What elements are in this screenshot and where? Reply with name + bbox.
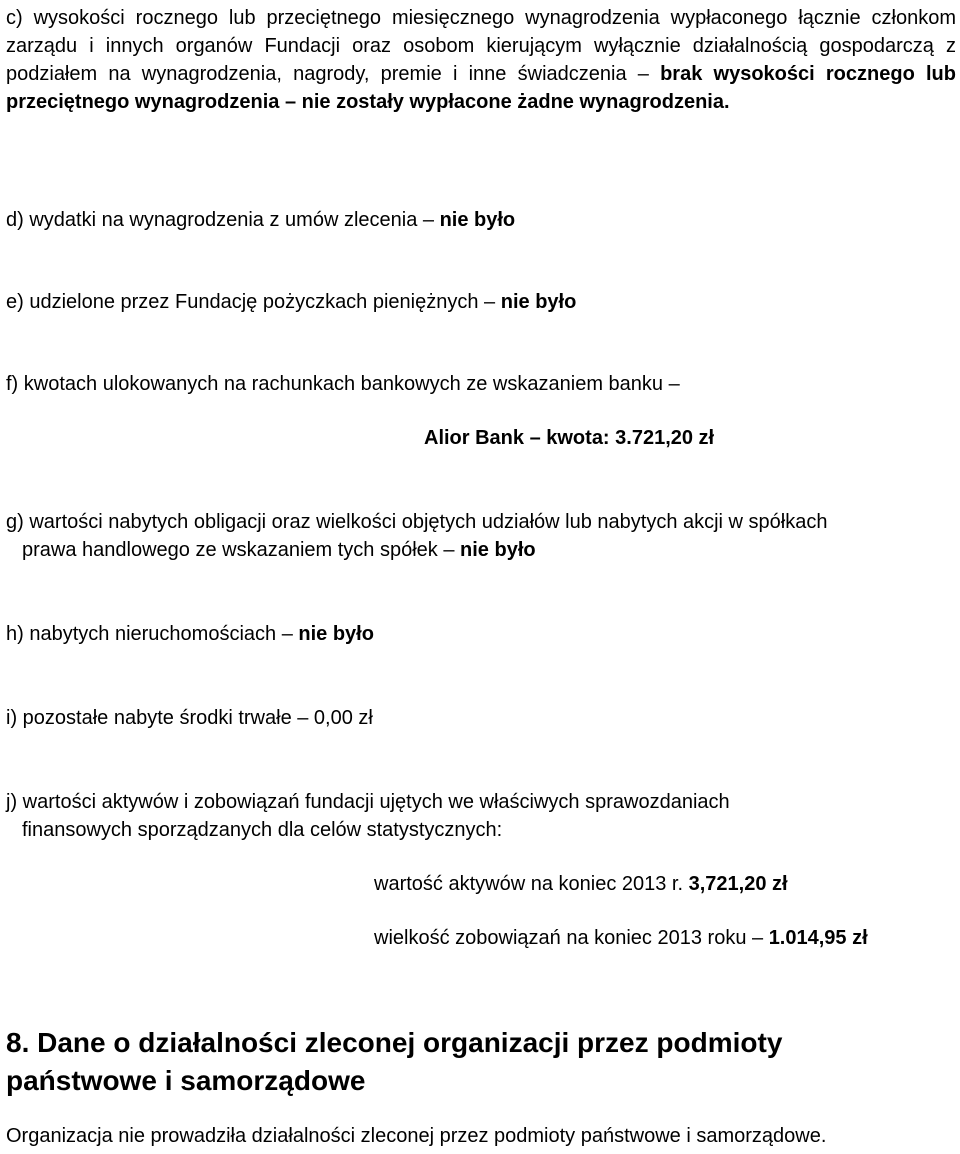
paragraph-f-answer: Alior Bank – kwota: 3.721,20 zł (424, 427, 715, 449)
paragraph-j-line2: finansowych sporządzanych dla celów statystycznych: (22, 819, 503, 841)
section-8-body (6, 1122, 826, 1150)
paragraph-h-text: h) nabytych nieruchomościach – (6, 623, 293, 645)
assets-line (374, 870, 788, 898)
paragraph-d-answer: nie było (439, 209, 516, 231)
liabilities-line (374, 924, 868, 952)
liabilities-label: wielkość zobowiązań na koniec 2013 roku – (374, 927, 764, 949)
paragraph-i-text: i) pozostałe nabyte środki trwałe – 0,00 zł (6, 707, 373, 729)
paragraph-i (6, 704, 373, 732)
paragraph-g (6, 508, 828, 564)
paragraph-e-answer: nie było (500, 291, 577, 313)
paragraph-e-text: e) udzielone przez Fundację pożyczkach pieniężnych – (6, 291, 496, 313)
paragraph-f (6, 370, 680, 398)
paragraph-c (6, 4, 956, 116)
paragraph-d-text: d) wydatki na wynagrodzenia z umów zlecenia – (6, 209, 434, 231)
paragraph-g-line2: prawa handlowego ze wskazaniem tych spółek – (22, 539, 455, 561)
paragraph-h (6, 620, 374, 648)
paragraph-c-answer: brak wysokości rocznego lub przeciętnego wynagrodzenia – nie zostały wypłacone żadne wynagrodzenia. (6, 63, 956, 113)
section-8-heading-line2: państwowe i samorządowe (6, 1065, 366, 1096)
section-8-body-text: Organizacja nie prowadziła działalności zleconej przez podmioty państwowe i samorządowe. (6, 1125, 827, 1147)
section-8-heading-line1: 8. Dane o działalności zleconej organizacji przez podmioty (6, 1027, 783, 1058)
paragraph-e (6, 288, 576, 316)
liabilities-value: 1.014,95 zł (768, 927, 868, 949)
paragraph-j (6, 788, 730, 844)
paragraph-h-answer: nie było (298, 623, 374, 645)
paragraph-j-line1: j) wartości aktywów i zobowiązań fundacji ujętych we właściwych sprawozdaniach (6, 791, 730, 813)
paragraph-c-text: c) wysokości rocznego lub przeciętnego miesięcznego wynagrodzenia wypłaconego łącznie członkom zarządu i innych organów Fundacji oraz osobom kierującym wyłącznie działalnością gospodarczą z podziałem na wynagrodzenia, nagrody, premie i inne świadczenia – (6, 7, 956, 85)
assets-value: 3,721,20 zł (688, 873, 788, 895)
section-8-heading (6, 1024, 946, 1100)
paragraph-f-answer-line (424, 424, 714, 452)
paragraph-g-line1: g) wartości nabytych obligacji oraz wielkości objętych udziałów lub nabytych akcji w spółkach (6, 511, 828, 533)
assets-label: wartość aktywów na koniec 2013 r. (374, 873, 684, 895)
paragraph-f-text: f) kwotach ulokowanych na rachunkach bankowych ze wskazaniem banku – (6, 373, 680, 395)
paragraph-d (6, 206, 515, 234)
paragraph-g-answer: nie było (460, 539, 536, 561)
